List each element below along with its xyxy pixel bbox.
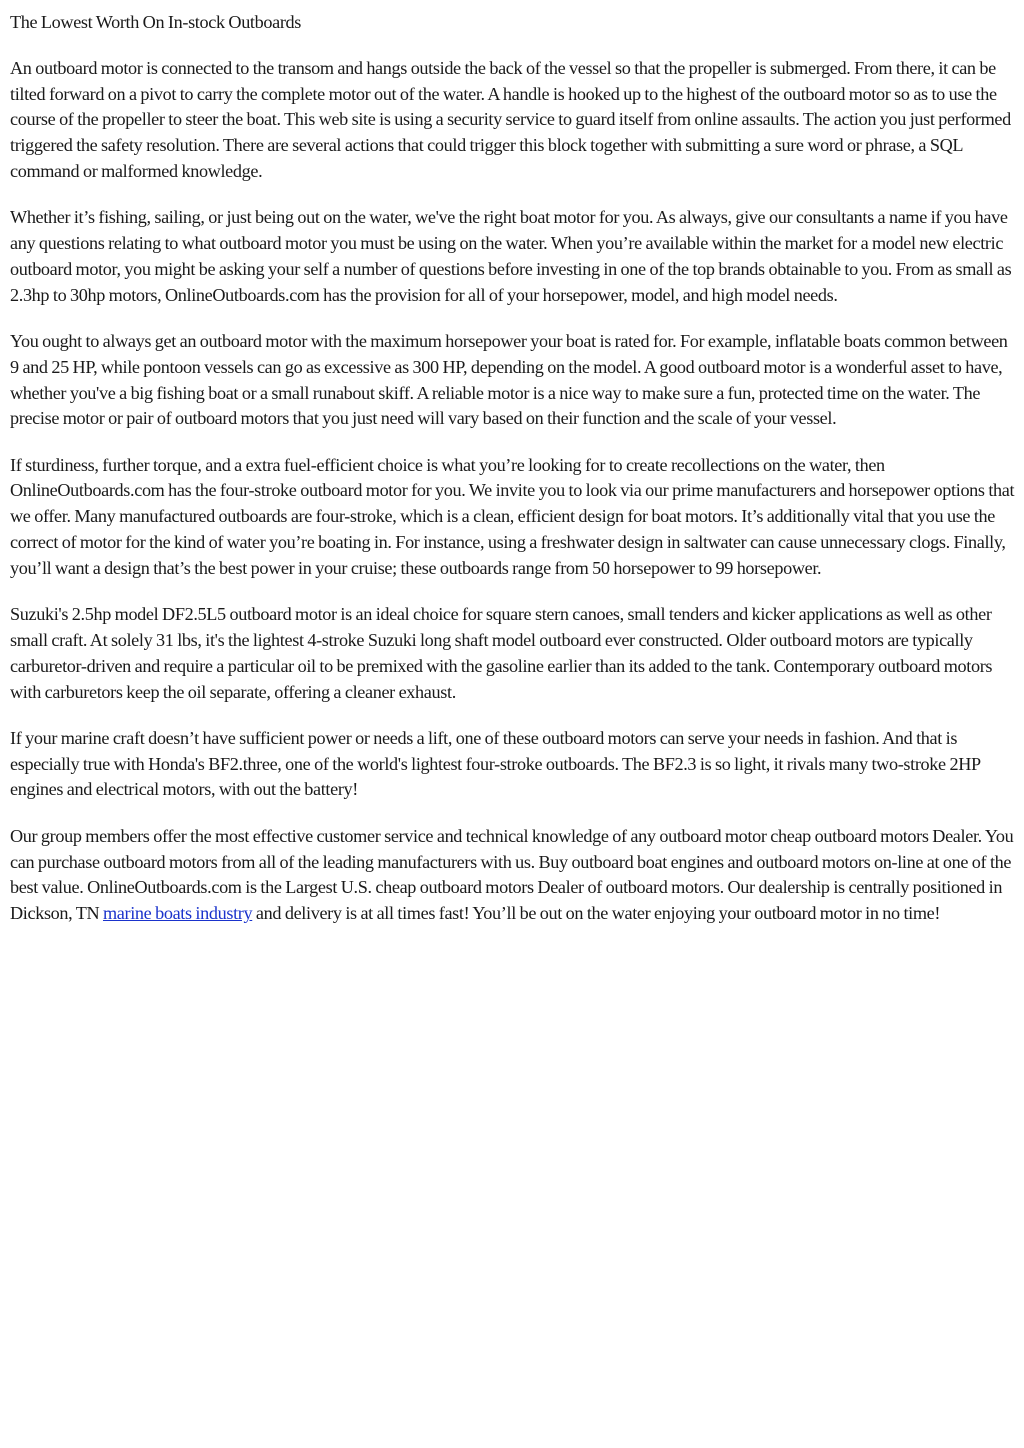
paragraph-honda: If your marine craft doesn’t have sufficient power or needs a lift, one of these outboard motors can serve your needs in fashion. And that is especially true with Honda's BF2.three, one of the world's lightest four-stroke outboards. The BF2.3 is so light, it rivals many two-stroke 2HP engines and electrical motors, with out the battery! [10,727,981,800]
document-title: The Lowest Worth On In-stock Outboards [10,12,302,32]
paragraph-four-stroke: If sturdiness, further torque, and a extra fuel-efficient choice is what you’re looking for to create recollections on the water, then OnlineOutboards.com has the four-stroke outboard motor for you. We invite you to look via our prime manufacturers and horsepower options that we offer. Many manufactured outboards are four-stroke, which is a clean, efficient design for boat motors. It’s additionally vital that you use the correct of motor for the kind of water you’re boating in. For instance, using a freshwater design in saltwater can cause unnecessary clogs. Finally, you’ll want a design that’s the best power in your cruise; these outboards range from 50 horsepower to 99 horsepower. [10,454,1015,578]
paragraph-dealer [10,824,1016,927]
paragraph-suzuki: Suzuki's 2.5hp model DF2.5L5 outboard motor is an ideal choice for square stern canoes, small tenders and kicker applications as well as other small craft. At solely 31 lbs, it's the lightest 4-stroke Suzuki long shaft model outboard ever constructed. Older outboard motors are typically carburetor-driven and require a particular oil to be premixed with the gasoline earlier than its added to the tank. Contemporary outboard motors with carburetors keep the oil separate, offering a cleaner exhaust. [10,604,993,702]
document-page [10,10,1016,927]
paragraph-dealer-text-after-link: and delivery is at all times fast! You’ll be out on the water enjoying your outboard motor in no time! [252,903,941,924]
paragraph-outboard-basics: An outboard motor is connected to the transom and hangs outside the back of the vessel so that the propeller is submerged. From there, it can be tilted forward on a pivot to carry the complete motor out of the water. A handle is hooked up to the highest of the outboard motor so as to use the course of the propeller to steer the boat. This web site is using a security service to guard itself from online assaults. The action you just performed triggered the safety resolution. There are several actions that could trigger this block together with submitting a sure word or phrase, a SQL command or malformed knowledge. [10,57,1011,181]
paragraph-horsepower: You ought to always get an outboard motor with the maximum horsepower your boat is rated for. For example, inflatable boats common between 9 and 25 HP, while pontoon vessels can go as excessive as 300 HP, depending on the model. A good outboard motor is a wonderful asset to have, whether you've a big fishing boat or a small runabout skiff. A reliable motor is a nice way to make sure a fun, protected time on the water. The precise motor or pair of outboard motors that you just need will vary based on their function and the scale of your vessel. [10,330,1008,429]
paragraph-dealer-text-before-link: Our group members offer the most effective customer service and technical knowledge of any outboard motor cheap outboard motors Dealer. You can purchase outboard motors from all of the leading manufacturers with us. Buy outboard boat engines and outboard motors on-line at one of the best value. OnlineOutboards.com is the Largest U.S. cheap outboard motors Dealer of outboard motors. Our dealership is centrally positioned in Dickson, TN [10,825,1014,924]
paragraph-boat-motor-choice: Whether it’s fishing, sailing, or just being out on the water, we've the right boat motor for you. As always, give our consultants a name if you have any questions relating to what outboard motor you must be using on the water. When you’re available within the market for a model new electric outboard motor, you might be asking your self a number of questions before investing in one of the top brands obtainable to you. From as small as 2.3hp to 30hp motors, OnlineOutboards.com has the provision for all of your horsepower, model, and high model needs. [10,207,1012,305]
marine-boats-industry-link[interactable]: marine boats industry [102,903,253,924]
